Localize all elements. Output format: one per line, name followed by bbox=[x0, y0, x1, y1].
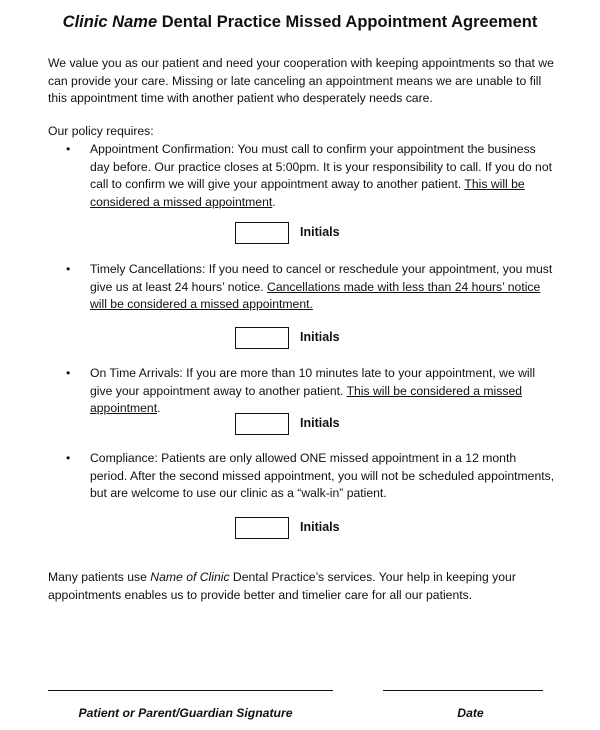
policy-text: Appointment Confirmation: You must call to confirm your appointment the business day before. Our practice closes at 5:00pm. It is your responsibility to call. If you do not call to confirm we will give your appointment away to another patient. bbox=[90, 142, 552, 191]
initials-label: Initials bbox=[300, 416, 340, 430]
date-line[interactable] bbox=[383, 690, 543, 691]
initials-label: Initials bbox=[300, 225, 340, 239]
title-text: Dental Practice Missed Appointment Agreement bbox=[161, 13, 538, 31]
policy-item-text bbox=[90, 261, 556, 314]
policy-text-end: . bbox=[272, 194, 276, 209]
bullet-icon: • bbox=[66, 262, 71, 276]
policy-emphasis: This will be considered a missed appointment bbox=[90, 177, 525, 209]
intro-paragraph: We value you as our patient and need your cooperation with keeping appointments so that we can provide your care. Missing or late canceling an appointment means we are unable to fill this appointment time with another patient who desperately needs care. bbox=[48, 56, 554, 105]
policy-heading: Our policy requires: bbox=[48, 124, 154, 138]
policy-item-text bbox=[90, 141, 556, 211]
document-title bbox=[0, 13, 600, 32]
date-label: Date bbox=[457, 706, 484, 720]
policy-item-text bbox=[90, 365, 556, 418]
closing-text: Many patients use bbox=[48, 570, 151, 584]
policy-text: On Time Arrivals: If you are more than 10 minutes late to your appointment, we will give your appointment away to another patient. bbox=[90, 366, 536, 398]
clinic-name-placeholder: Clinic Name bbox=[62, 13, 158, 31]
clinic-name-placeholder: Name of Clinic bbox=[150, 570, 230, 584]
policy-item-text bbox=[90, 450, 556, 503]
policy-text-end: . bbox=[157, 401, 161, 415]
policy-emphasis: Cancellations made with less than 24 hours’ notice will be considered a missed appointment. bbox=[90, 279, 541, 311]
policy-item-confirmation bbox=[66, 141, 556, 211]
bullet-icon: • bbox=[66, 451, 71, 465]
initials-input[interactable] bbox=[235, 327, 289, 349]
bullet-icon: • bbox=[66, 142, 71, 156]
initials-input[interactable] bbox=[235, 517, 289, 539]
initials-input[interactable] bbox=[235, 222, 289, 244]
initials-label: Initials bbox=[300, 330, 340, 344]
bullet-icon: • bbox=[66, 366, 71, 380]
policy-item-compliance bbox=[66, 450, 556, 503]
closing-text-end: Dental Practice’s services. Your help in keeping your appointments enables us to provide better and timelier care for all our patients. bbox=[48, 570, 516, 602]
closing-paragraph bbox=[48, 569, 558, 604]
initials-input[interactable] bbox=[235, 413, 289, 435]
signature-label: Patient or Parent/Guardian Signature bbox=[78, 706, 293, 720]
policy-text: Compliance: Patients are only allowed ONE missed appointment in a 12 month period. After the second missed appointment, you will not be scheduled appointments, but are welcome to use our clinic as a “walk-in” patient. bbox=[90, 451, 555, 500]
policy-text: Timely Cancellations: If you need to cancel or reschedule your appointment, you must give us at least 24 hours’ notice. bbox=[90, 262, 553, 294]
policy-item-cancellations bbox=[66, 261, 556, 314]
policy-emphasis: This will be considered a missed appointment bbox=[90, 383, 523, 415]
policy-item-arrivals bbox=[66, 365, 556, 418]
signature-line[interactable] bbox=[48, 690, 333, 691]
initials-label: Initials bbox=[300, 520, 340, 534]
